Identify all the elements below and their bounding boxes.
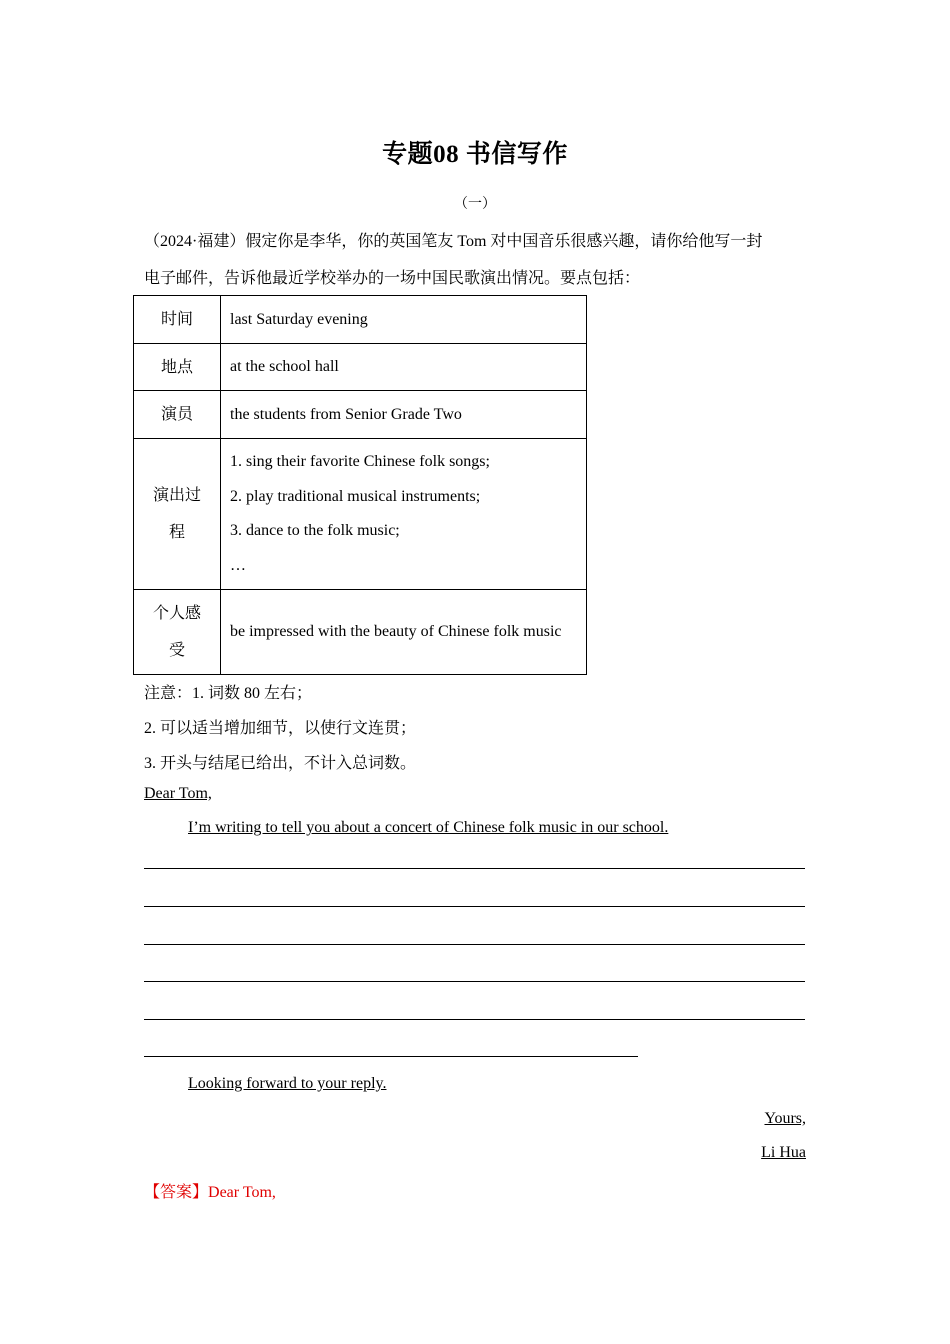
writing-line	[144, 981, 805, 982]
letter-greeting: Dear Tom,	[144, 785, 212, 802]
table-value-feeling: be impressed with the beauty of Chinese folk music	[221, 590, 587, 675]
table-value-place: at the school hall	[221, 344, 587, 391]
table-value-process	[221, 439, 587, 590]
page-title: 专题08 书信写作	[382, 141, 568, 168]
table-row	[134, 391, 587, 439]
table-key-feeling-line2: 受	[168, 642, 185, 659]
table-key-time: 时间	[134, 296, 221, 344]
table-key-performers: 演员	[134, 391, 221, 439]
table-row	[134, 344, 587, 391]
table-row	[134, 590, 587, 675]
writing-line	[144, 1056, 638, 1057]
prompt-line-1: （2024·福建）假定你是李华，你的英国笔友 Tom 对中国音乐很感兴趣，请你给他写一封	[144, 233, 763, 250]
table-key-process-line2: 程	[168, 524, 185, 541]
table-key-process	[134, 439, 221, 590]
table-row	[134, 439, 587, 590]
table-key-feeling-line1: 个人感	[152, 605, 201, 622]
section-number: （一）	[454, 197, 496, 212]
answer-greeting: Dear Tom,	[208, 1184, 276, 1201]
note-1: 注意：1. 词数 80 左右；	[144, 685, 313, 702]
letter-opening: I’m writing to tell you about a concert of Chinese folk music in our school.	[188, 819, 669, 836]
writing-line	[144, 906, 805, 907]
letter-signature: Li Hua	[761, 1144, 806, 1161]
table-value-time: last Saturday evening	[221, 296, 587, 344]
writing-line	[144, 944, 805, 945]
prompt-line-2: 电子邮件，告诉他最近学校举办的一场中国民歌演出情况。要点包括：	[144, 270, 641, 287]
process-item: 1. sing their favorite Chinese folk songs;	[230, 453, 490, 470]
table-value-performers: the students from Senior Grade Two	[221, 391, 587, 439]
answer-label: 【答案】	[144, 1184, 209, 1201]
process-item: 3. dance to the folk music;	[230, 522, 400, 539]
letter-closing: Looking forward to your reply.	[188, 1075, 387, 1092]
table-key-process-line1: 演出过	[152, 487, 201, 504]
requirements-table	[133, 295, 587, 675]
table-key-feeling	[134, 590, 221, 675]
note-2: 2. 可以适当增加细节，以使行文连贯；	[144, 720, 417, 737]
process-item: …	[230, 556, 246, 574]
table-row	[134, 296, 587, 344]
writing-line	[144, 1019, 805, 1020]
note-3: 3. 开头与结尾已给出，不计入总词数。	[144, 755, 417, 772]
writing-line	[144, 868, 805, 869]
process-item: 2. play traditional musical instruments;	[230, 487, 481, 505]
answer	[144, 1179, 276, 1202]
letter-signoff: Yours,	[764, 1110, 806, 1127]
table-key-place: 地点	[134, 344, 221, 391]
